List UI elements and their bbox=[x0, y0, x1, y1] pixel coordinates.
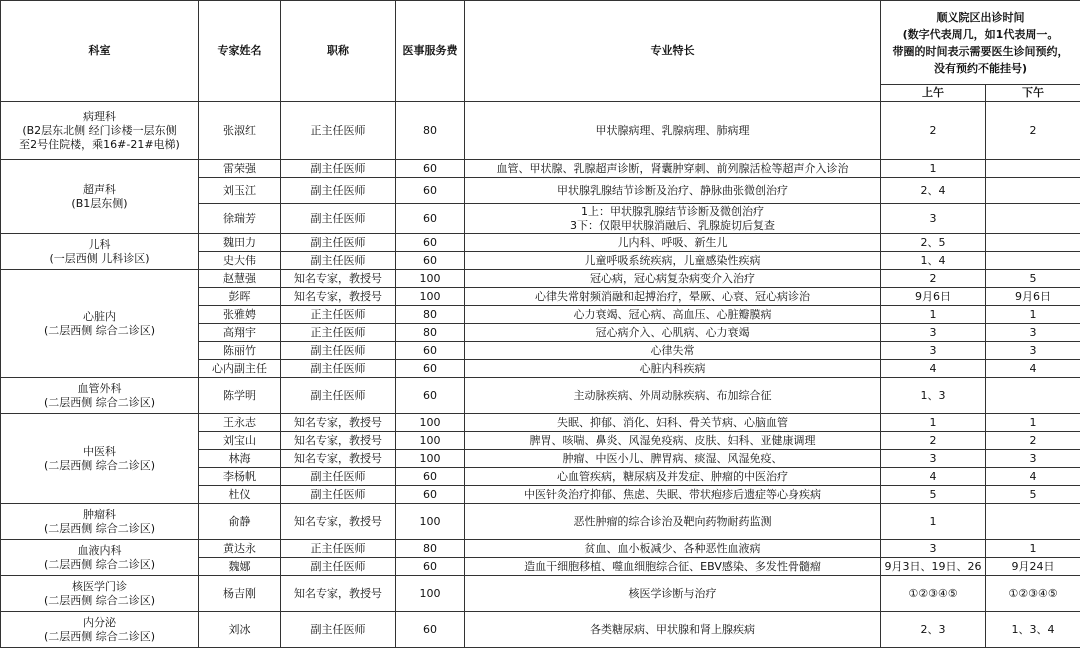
table-row bbox=[1, 102, 1080, 160]
expert-title: 副主任医师 bbox=[281, 486, 396, 504]
schedule-pm bbox=[986, 160, 1080, 178]
expert-title: 副主任医师 bbox=[281, 612, 396, 648]
table-row bbox=[1, 504, 1080, 540]
department-cell bbox=[1, 160, 199, 234]
schedule-am: 9月6日 bbox=[881, 288, 986, 306]
service-fee: 100 bbox=[396, 504, 465, 540]
expert-name: 王永志 bbox=[199, 414, 281, 432]
schedule-pm: 4 bbox=[986, 360, 1080, 378]
service-fee: 80 bbox=[396, 306, 465, 324]
schedule-pm: 3 bbox=[986, 342, 1080, 360]
expert-name: 陈学明 bbox=[199, 378, 281, 414]
schedule-am: 3 bbox=[881, 204, 986, 234]
expert-name: 张淑红 bbox=[199, 102, 281, 160]
specialty: 贫血、血小板减少、各种恶性血液病 bbox=[465, 540, 881, 558]
header-expert: 专家姓名 bbox=[199, 1, 281, 102]
department-cell bbox=[1, 612, 199, 648]
expert-title: 副主任医师 bbox=[281, 252, 396, 270]
schedule-am: 3 bbox=[881, 450, 986, 468]
expert-title: 副主任医师 bbox=[281, 378, 396, 414]
department-name: 超声科 bbox=[83, 182, 116, 196]
schedule-am: 2、5 bbox=[881, 234, 986, 252]
table-row bbox=[1, 414, 1080, 432]
expert-title: 正主任医师 bbox=[281, 324, 396, 342]
schedule-am: 4 bbox=[881, 360, 986, 378]
expert-title: 副主任医师 bbox=[281, 204, 396, 234]
expert-name: 刘宝山 bbox=[199, 432, 281, 450]
specialty: 甲状腺病理、乳腺病理、肺病理 bbox=[465, 102, 881, 160]
expert-name: 魏娜 bbox=[199, 558, 281, 576]
expert-name: 黄达永 bbox=[199, 540, 281, 558]
service-fee: 60 bbox=[396, 360, 465, 378]
schedule-pm bbox=[986, 234, 1080, 252]
department-name: 肿瘤科 bbox=[83, 507, 116, 521]
expert-name: 徐瑞芳 bbox=[199, 204, 281, 234]
department-cell bbox=[1, 234, 199, 270]
department-name: 血管外科 bbox=[77, 381, 122, 395]
department-name: 心脏内 bbox=[83, 309, 116, 323]
expert-title: 副主任医师 bbox=[281, 468, 396, 486]
table-row bbox=[1, 540, 1080, 558]
table-row bbox=[1, 234, 1080, 252]
department-cell bbox=[1, 540, 199, 576]
expert-name: 林海 bbox=[199, 450, 281, 468]
specialty: 核医学诊断与治疗 bbox=[465, 576, 881, 612]
schedule-am: 2、3 bbox=[881, 612, 986, 648]
service-fee: 100 bbox=[396, 450, 465, 468]
service-fee: 60 bbox=[396, 252, 465, 270]
expert-name: 杜仪 bbox=[199, 486, 281, 504]
department-location: (一层西侧 儿科诊区) bbox=[49, 251, 150, 265]
department-location: (二层西侧 综合二诊区) bbox=[43, 593, 156, 607]
department-cell bbox=[1, 576, 199, 612]
specialty: 各类糖尿病、甲状腺和肾上腺疾病 bbox=[465, 612, 881, 648]
specialty: 冠心病，冠心病复杂病变介入治疗 bbox=[465, 270, 881, 288]
specialty: 心律失常 bbox=[465, 342, 881, 360]
expert-title: 副主任医师 bbox=[281, 342, 396, 360]
specialty: 恶性肿瘤的综合诊治及靶向药物耐药监测 bbox=[465, 504, 881, 540]
service-fee: 60 bbox=[396, 204, 465, 234]
schedule-am: 2 bbox=[881, 270, 986, 288]
schedule-am: 1、4 bbox=[881, 252, 986, 270]
header-title: 职称 bbox=[281, 1, 396, 102]
table-row bbox=[1, 612, 1080, 648]
service-fee: 60 bbox=[396, 468, 465, 486]
expert-title: 知名专家，教授号 bbox=[281, 288, 396, 306]
schedule-am: 1 bbox=[881, 306, 986, 324]
schedule-pm bbox=[986, 178, 1080, 204]
service-fee: 100 bbox=[396, 270, 465, 288]
schedule-am: 3 bbox=[881, 324, 986, 342]
expert-name: 李杨帆 bbox=[199, 468, 281, 486]
schedule-pm bbox=[986, 504, 1080, 540]
expert-name: 史大伟 bbox=[199, 252, 281, 270]
expert-title: 副主任医师 bbox=[281, 178, 396, 204]
expert-name: 刘冰 bbox=[199, 612, 281, 648]
service-fee: 80 bbox=[396, 324, 465, 342]
service-fee: 80 bbox=[396, 540, 465, 558]
specialty: 1上：甲状腺乳腺结节诊断及微创治疗 3下：仅限甲状腺消融后、乳腺旋切后复查 bbox=[465, 204, 881, 234]
expert-title: 副主任医师 bbox=[281, 234, 396, 252]
department-location: (二层西侧 综合二诊区) bbox=[43, 323, 156, 337]
schedule-pm: 2 bbox=[986, 102, 1080, 160]
schedule-am: 4 bbox=[881, 468, 986, 486]
schedule-pm: 2 bbox=[986, 432, 1080, 450]
expert-name: 杨吉刚 bbox=[199, 576, 281, 612]
service-fee: 100 bbox=[396, 432, 465, 450]
department-location: (二层西侧 综合二诊区) bbox=[43, 458, 156, 472]
department-name: 内分泌 bbox=[83, 615, 116, 629]
expert-name: 刘玉江 bbox=[199, 178, 281, 204]
service-fee: 60 bbox=[396, 612, 465, 648]
expert-title: 正主任医师 bbox=[281, 102, 396, 160]
expert-title: 知名专家，教授号 bbox=[281, 576, 396, 612]
schedule-am: 1 bbox=[881, 504, 986, 540]
specialty: 血管、甲状腺、乳腺超声诊断，肾囊肿穿刺、前列腺活检等超声介入诊治 bbox=[465, 160, 881, 178]
department-location: (二层西侧 综合二诊区) bbox=[43, 521, 156, 535]
specialty: 主动脉疾病、外周动脉疾病、布加综合征 bbox=[465, 378, 881, 414]
service-fee: 100 bbox=[396, 576, 465, 612]
schedule-pm: 5 bbox=[986, 486, 1080, 504]
schedule-pm: 1、3、4 bbox=[986, 612, 1080, 648]
schedule-am: 9月3日、19日、26 bbox=[881, 558, 986, 576]
expert-title: 副主任医师 bbox=[281, 160, 396, 178]
department-location: (二层西侧 综合二诊区) bbox=[43, 557, 156, 571]
header-fee: 医事服务费 bbox=[396, 1, 465, 102]
schedule-pm: 1 bbox=[986, 540, 1080, 558]
specialty: 儿内科、呼吸、新生儿 bbox=[465, 234, 881, 252]
schedule-am: 2 bbox=[881, 432, 986, 450]
header-pm: 下午 bbox=[986, 85, 1080, 102]
header-am: 上午 bbox=[881, 85, 986, 102]
schedule-pm bbox=[986, 204, 1080, 234]
department-cell bbox=[1, 270, 199, 378]
expert-name: 赵慧强 bbox=[199, 270, 281, 288]
expert-title: 正主任医师 bbox=[281, 540, 396, 558]
schedule-pm: 9月24日 bbox=[986, 558, 1080, 576]
schedule-am: 3 bbox=[881, 342, 986, 360]
schedule-pm: 3 bbox=[986, 324, 1080, 342]
department-cell bbox=[1, 504, 199, 540]
specialty: 冠心病介入、心肌病、心力衰竭 bbox=[465, 324, 881, 342]
expert-title: 知名专家，教授号 bbox=[281, 270, 396, 288]
specialty: 中医针灸治疗抑郁、焦虑、失眠、带状疱疹后遗症等心身疾病 bbox=[465, 486, 881, 504]
expert-name: 心内副主任 bbox=[199, 360, 281, 378]
specialty: 造血干细胞移植、噬血细胞综合征、EBV感染、多发性骨髓瘤 bbox=[465, 558, 881, 576]
expert-name: 彭晖 bbox=[199, 288, 281, 306]
schedule-am: ①②③④⑤ bbox=[881, 576, 986, 612]
expert-title: 知名专家，教授号 bbox=[281, 504, 396, 540]
expert-name: 俞静 bbox=[199, 504, 281, 540]
expert-name: 魏田力 bbox=[199, 234, 281, 252]
department-location: (B2层东北侧 经门诊楼一层东侧 至2号住院楼，乘16#-21#电梯) bbox=[19, 123, 180, 151]
service-fee: 60 bbox=[396, 178, 465, 204]
specialty: 心脏内科疾病 bbox=[465, 360, 881, 378]
schedule-am: 5 bbox=[881, 486, 986, 504]
schedule-am: 2、4 bbox=[881, 178, 986, 204]
department-name: 病理科 bbox=[83, 109, 116, 123]
schedule-pm bbox=[986, 252, 1080, 270]
schedule-pm: 5 bbox=[986, 270, 1080, 288]
department-cell bbox=[1, 102, 199, 160]
department-name: 中医科 bbox=[83, 444, 116, 458]
expert-name: 雷荣强 bbox=[199, 160, 281, 178]
specialty: 肿瘤、中医小儿、脾胃病、痰湿、风湿免疫、 bbox=[465, 450, 881, 468]
specialty: 甲状腺乳腺结节诊断及治疗、静脉曲张微创治疗 bbox=[465, 178, 881, 204]
schedule-pm: 3 bbox=[986, 450, 1080, 468]
service-fee: 60 bbox=[396, 160, 465, 178]
expert-title: 知名专家，教授号 bbox=[281, 414, 396, 432]
schedule-am: 1、3 bbox=[881, 378, 986, 414]
service-fee: 100 bbox=[396, 288, 465, 306]
table-row bbox=[1, 270, 1080, 288]
expert-title: 副主任医师 bbox=[281, 360, 396, 378]
service-fee: 80 bbox=[396, 102, 465, 160]
schedule-pm: 1 bbox=[986, 306, 1080, 324]
department-location: (二层西侧 综合二诊区) bbox=[43, 629, 156, 643]
specialty: 失眠、抑郁、消化、妇科、骨关节病、心脑血管 bbox=[465, 414, 881, 432]
expert-name: 高翔宇 bbox=[199, 324, 281, 342]
schedule-am: 1 bbox=[881, 414, 986, 432]
department-cell bbox=[1, 414, 199, 504]
department-location: (二层西侧 综合二诊区) bbox=[43, 395, 156, 409]
expert-title: 知名专家，教授号 bbox=[281, 450, 396, 468]
schedule-pm: ①②③④⑤ bbox=[986, 576, 1080, 612]
schedule-pm: 4 bbox=[986, 468, 1080, 486]
schedule-am: 3 bbox=[881, 540, 986, 558]
service-fee: 100 bbox=[396, 414, 465, 432]
schedule-am: 1 bbox=[881, 160, 986, 178]
department-location: (B1层东侧) bbox=[71, 196, 128, 210]
department-name: 血液内科 bbox=[77, 543, 122, 557]
header-schedule: 顺义院区出诊时间 (数字代表周几，如1代表周一。 带圈的时间表示需要医生诊间预约， 没有预约不能挂号) bbox=[881, 1, 1080, 85]
schedule-pm: 9月6日 bbox=[986, 288, 1080, 306]
table-row bbox=[1, 576, 1080, 612]
service-fee: 60 bbox=[396, 486, 465, 504]
department-cell bbox=[1, 378, 199, 414]
expert-title: 正主任医师 bbox=[281, 306, 396, 324]
table-row bbox=[1, 378, 1080, 414]
service-fee: 60 bbox=[396, 378, 465, 414]
schedule-pm: 1 bbox=[986, 414, 1080, 432]
service-fee: 60 bbox=[396, 342, 465, 360]
header-department: 科室 bbox=[1, 1, 199, 102]
table-row bbox=[1, 160, 1080, 178]
expert-title: 副主任医师 bbox=[281, 558, 396, 576]
expert-title: 知名专家，教授号 bbox=[281, 432, 396, 450]
specialty: 脾胃、咳喘、鼻炎、风湿免疫病、皮肤、妇科、亚健康调理 bbox=[465, 432, 881, 450]
specialty: 儿童呼吸系统疾病，儿童感染性疾病 bbox=[465, 252, 881, 270]
service-fee: 60 bbox=[396, 558, 465, 576]
specialty: 心力衰竭、冠心病、高血压、心脏瓣膜病 bbox=[465, 306, 881, 324]
service-fee: 60 bbox=[396, 234, 465, 252]
schedule-am: 2 bbox=[881, 102, 986, 160]
department-name: 儿科 bbox=[88, 237, 111, 251]
expert-name: 陈丽竹 bbox=[199, 342, 281, 360]
schedule-pm bbox=[986, 378, 1080, 414]
header-specialty: 专业特长 bbox=[465, 1, 881, 102]
specialty: 心律失常射频消融和起搏治疗，晕厥、心衰、冠心病诊治 bbox=[465, 288, 881, 306]
department-name: 核医学门诊 bbox=[72, 579, 127, 593]
specialty: 心血管疾病，糖尿病及并发症、肿瘤的中医治疗 bbox=[465, 468, 881, 486]
expert-name: 张雅娉 bbox=[199, 306, 281, 324]
